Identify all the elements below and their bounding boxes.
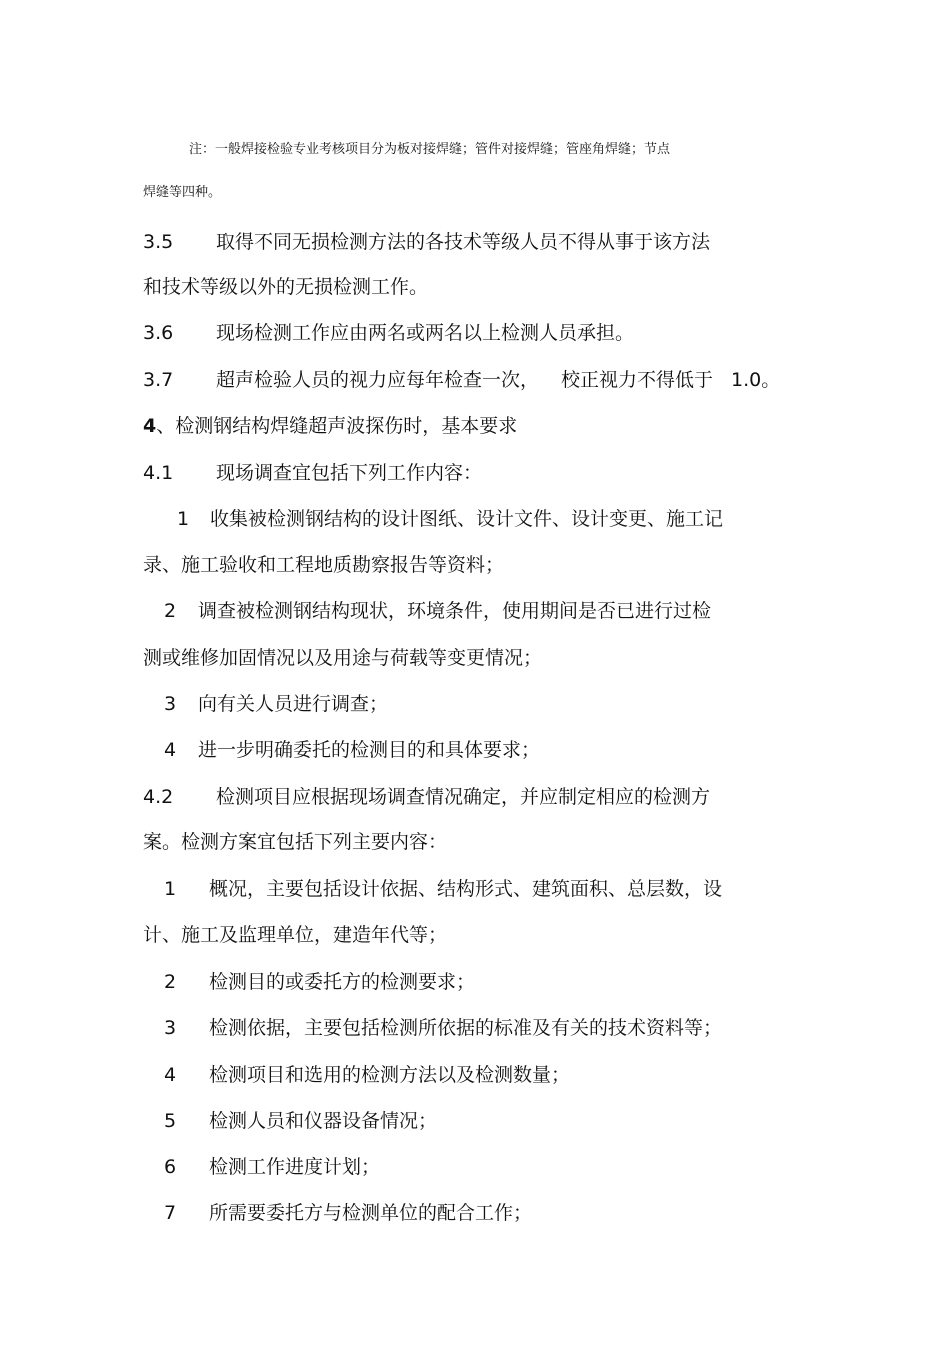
- list-item-cont: 计、施工及监理单位，建造年代等；: [143, 924, 448, 946]
- list-item: [164, 1154, 380, 1180]
- list-item: [164, 876, 722, 902]
- section-number: 4: [143, 415, 157, 437]
- list-item: [164, 1015, 722, 1041]
- section-3-5-cont: 和技术等级以外的无损检测工作。: [143, 276, 429, 298]
- item-number: 1: [177, 508, 190, 530]
- section-3-6: [143, 320, 634, 346]
- item-text: 检测依据，主要包括检测所依据的标准及有关的技术资料等；: [209, 1017, 723, 1039]
- section-text: 检测项目应根据现场调查情况确定，并应制定相应的检测方: [216, 786, 711, 808]
- item-number: 1: [164, 878, 177, 900]
- item-text: 进一步明确委托的检测目的和具体要求；: [198, 739, 541, 761]
- section-4-heading: [143, 413, 517, 439]
- item-text: 检测目的或委托方的检测要求；: [209, 971, 476, 993]
- section-text: 取得不同无损检测方法的各技术等级人员不得从事于该方法: [216, 231, 711, 253]
- list-item: [164, 1108, 437, 1134]
- list-item: [164, 1200, 532, 1226]
- item-text: 向有关人员进行调查；: [198, 693, 389, 715]
- section-text: 现场调查宜包括下列工作内容：: [216, 462, 483, 484]
- list-item: [177, 506, 723, 532]
- section-number: 3.5: [143, 231, 174, 253]
- section-3-7: [143, 367, 780, 393]
- section-4-1: [143, 460, 482, 486]
- item-text: 检测工作进度计划；: [209, 1156, 381, 1178]
- section-number: 4.1: [143, 462, 174, 484]
- list-item: [164, 969, 475, 995]
- section-number: 4.2: [143, 786, 174, 808]
- item-number: 2: [164, 600, 177, 622]
- item-number: 6: [164, 1156, 177, 1178]
- section-4-2-cont: 案。检测方案宜包括下列主要内容：: [143, 831, 448, 853]
- section-text-part-3: 1.0。: [731, 369, 781, 391]
- item-number: 4: [164, 1064, 177, 1086]
- section-text-part-2: 校正视力不得低于: [561, 369, 714, 391]
- list-item: [164, 691, 388, 717]
- section-3-5: [143, 229, 710, 255]
- list-item: [164, 737, 540, 763]
- list-item: [164, 598, 711, 624]
- item-number: 3: [164, 1017, 177, 1039]
- item-number: 5: [164, 1110, 177, 1132]
- list-item-cont: 测或维修加固情况以及用途与荷载等变更情况；: [143, 647, 543, 669]
- section-number: 3.7: [143, 369, 174, 391]
- item-text: 概况，主要包括设计依据、结构形式、建筑面积、总层数，设: [209, 878, 723, 900]
- section-text-part-1: 超声检验人员的视力应每年检查一次，: [216, 369, 540, 391]
- section-text: 、检测钢结构焊缝超声波探伤时，基本要求: [156, 415, 518, 437]
- item-number: 4: [164, 739, 177, 761]
- list-item-cont: 录、施工验收和工程地质勘察报告等资料；: [143, 554, 505, 576]
- note-line-1: 注：一般焊接检验专业考核项目分为板对接焊缝；管件对接焊缝；管座角焊缝；节点: [189, 142, 671, 157]
- item-number: 3: [164, 693, 177, 715]
- note-line-2: 焊缝等四种。: [143, 185, 222, 200]
- item-text: 收集被检测钢结构的设计图纸、设计文件、设计变更、施工记: [210, 508, 724, 530]
- item-text: 调查被检测钢结构现状，环境条件，使用期间是否已进行过检: [198, 600, 712, 622]
- section-text: 现场检测工作应由两名或两名以上检测人员承担。: [216, 322, 635, 344]
- item-number: 2: [164, 971, 177, 993]
- section-4-2: [143, 784, 710, 810]
- list-item: [164, 1062, 570, 1088]
- item-text: 检测人员和仪器设备情况；: [209, 1110, 438, 1132]
- item-text: 检测项目和选用的检测方法以及检测数量；: [209, 1064, 571, 1086]
- item-number: 7: [164, 1202, 177, 1224]
- item-text: 所需要委托方与检测单位的配合工作；: [209, 1202, 533, 1224]
- section-number: 3.6: [143, 322, 174, 344]
